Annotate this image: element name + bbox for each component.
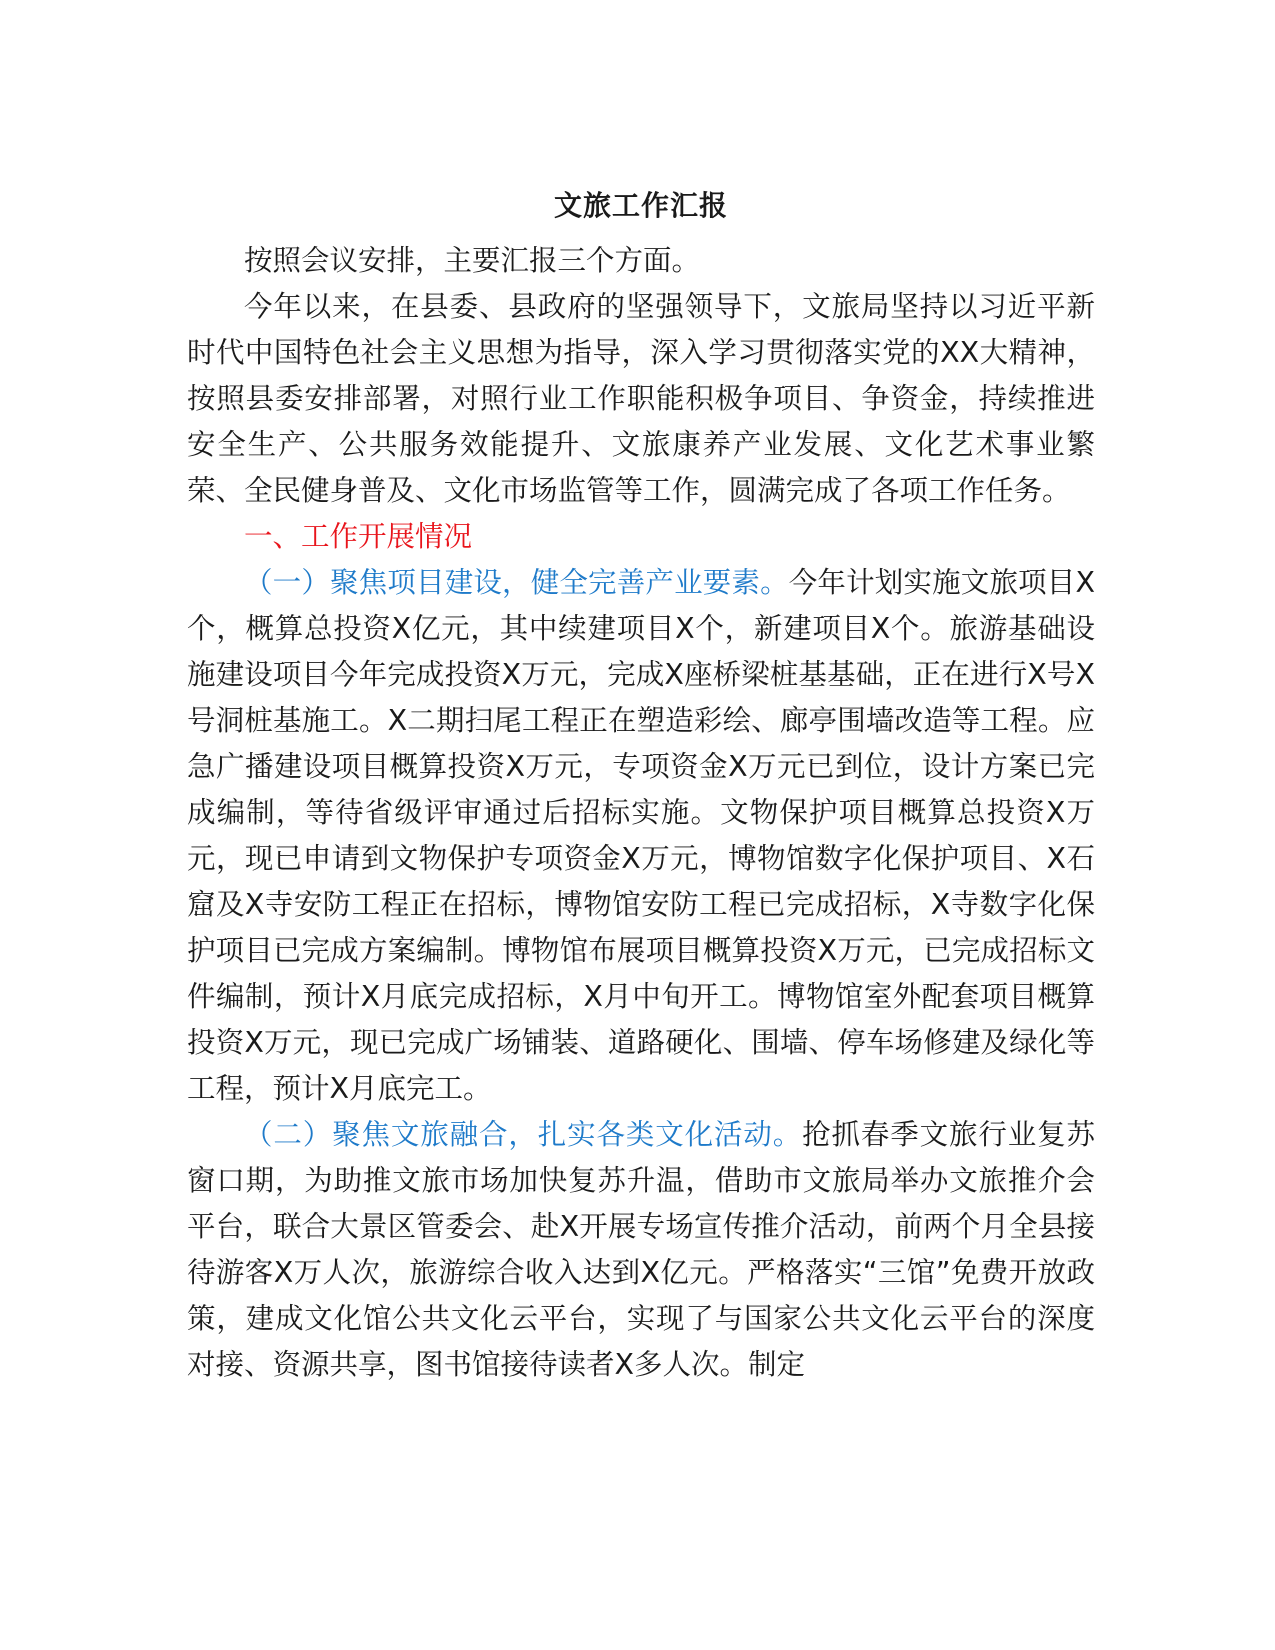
document-title: 文旅工作汇报	[553, 189, 728, 222]
overview-paragraph: 今年以来，在县委、县政府的坚强领导下，文旅局坚持以习近平新时代中国特色社会主义思想为指导，深入学习贯彻落实党的XX大精神，按照县委安排部署，对照行业工作职能积极争项目、争资金，持续推进安全生产、公共服务效能提升、文旅康养产业发展、文化艺术事业繁荣、全民健身普及、文化市场监管等工作，圆满完成了各项工作任务。	[187, 290, 1095, 507]
document-page	[187, 186, 1095, 1388]
item-one-paragraph	[187, 560, 1095, 1112]
item-two-paragraph	[187, 1112, 1095, 1388]
intro-paragraph: 按照会议安排，主要汇报三个方面。	[244, 244, 701, 277]
item-one-heading: （一）聚焦项目建设，健全完善产业要素。	[244, 566, 789, 599]
item-two-heading: （二）聚焦文旅融合，扎实各类文化活动。	[244, 1118, 803, 1151]
section-heading: 一、工作开展情况	[244, 520, 473, 553]
item-one-body: 今年计划实施文旅项目X个，概算总投资X亿元，其中续建项目X个，新建项目X个。旅游基础设施建设项目今年完成投资X万元，完成X座桥梁桩基基础，正在进行X号X号洞桩基施工。X二期扫尾工程正在塑造彩绘、廊亭围墙改造等工程。应急广播建设项目概算投资X万元，专项资金X万元已到位，设计方案已完成编制，等待省级评审通过后招标实施。文物保护项目概算总投资X万元，现已申请到文物保护专项资金X万元，博物馆数字化保护项目、X石窟及X寺安防工程正在招标，博物馆安防工程已完成招标，X寺数字化保护项目已完成方案编制。博物馆布展项目概算投资X万元，已完成招标文件编制，预计X月底完成招标，X月中旬开工。博物馆室外配套项目概算投资X万元，现已完成广场铺装、道路硬化、围墙、停车场修建及绿化等工程，预计X月底完工。	[187, 566, 1095, 1105]
item-two-body: 抢抓春季文旅行业复苏窗口期，为助推文旅市场加快复苏升温，借助市文旅局举办文旅推介会平台，联合大景区管委会、赴X开展专场宣传推介活动，前两个月全县接待游客X万人次，旅游综合收入达到X亿元。严格落实“三馆”免费开放政策，建成文化馆公共文化云平台，实现了与国家公共文化云平台的深度对接、资源共享，图书馆接待读者X多人次。制定	[187, 1118, 1095, 1381]
